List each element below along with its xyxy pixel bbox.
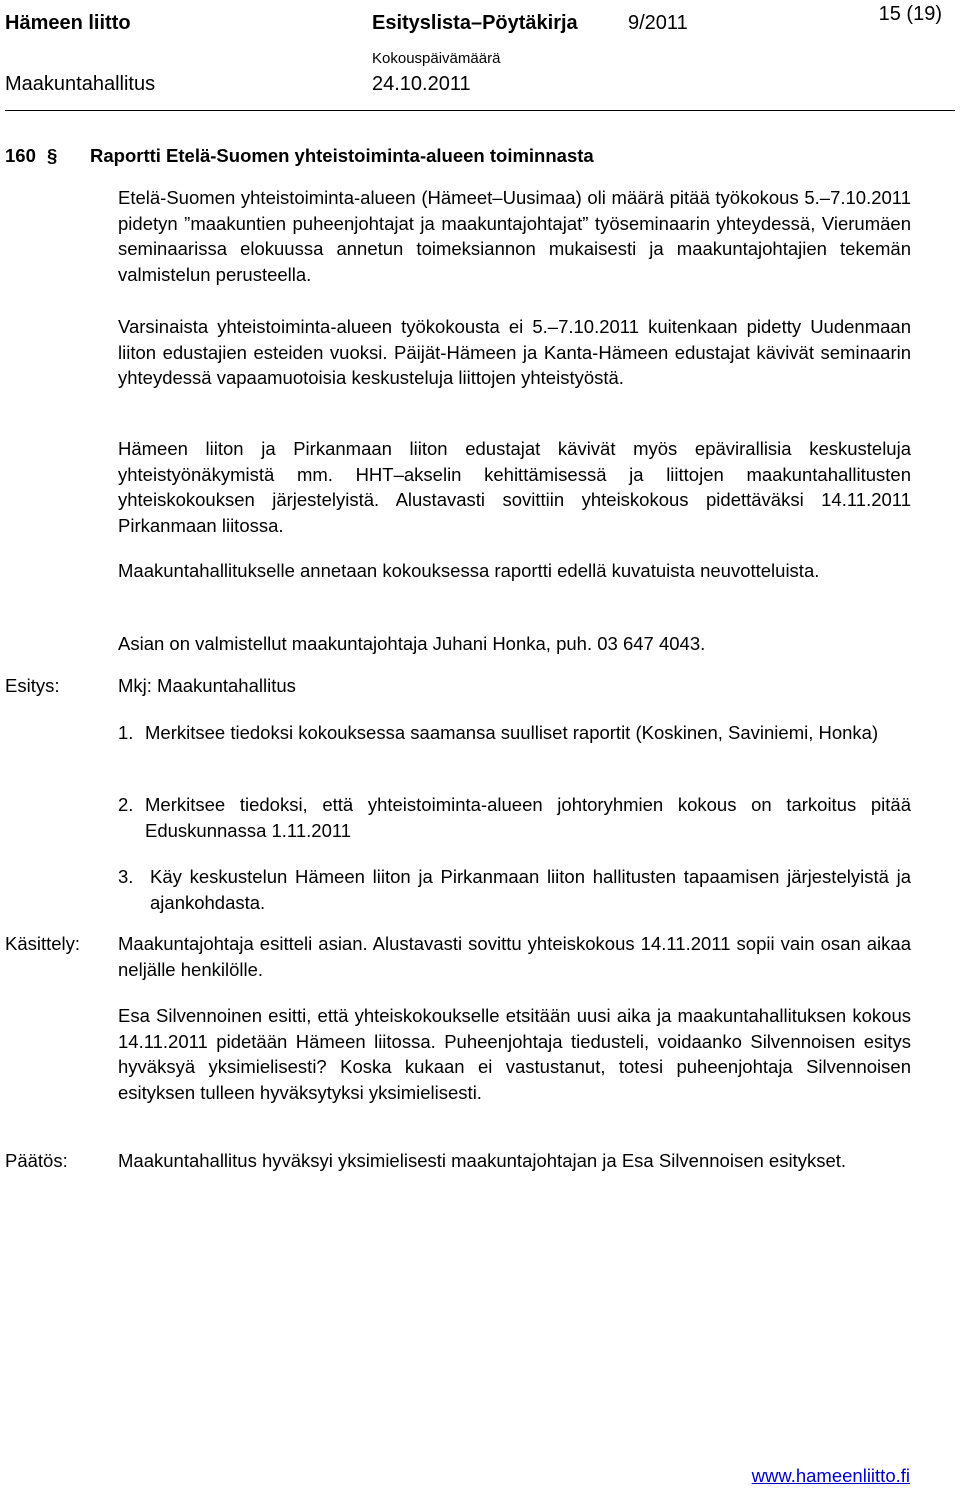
paragraph-2: Varsinaista yhteistoiminta-alueen työkokousta ei 5.–7.10.2011 kuitenkaan pidetty Uudenmaan liiton edustajien esteiden vuoksi. Päijät-Hämeen ja Kanta-Hämeen edustajat kävivät seminaarin yhteydessä vapaamuotoisia keskusteluja liittojen yhteistyöstä. <box>118 316 911 388</box>
esitys-lead: Mkj: Maakuntahallitus <box>118 675 296 696</box>
section-title: Raportti Etelä-Suomen yhteistoiminta-alueen toiminnasta <box>90 145 594 166</box>
kasittely-paragraph-2: Esa Silvennoinen esitti, että yhteiskokoukselle etsitään uusi aika ja maakuntahallituksen kokous 14.11.2011 pidetään Hämeen liitossa. Puheenjohtaja tiedusteli, voidaanko Silvennoisen esitys hyväksyä yksimielisesti? Koska kukaan ei vastustanut, totesi puheenjohtaja Silvennoisen esityksen tulleen hyväksytyksi yksimielisesti. <box>118 1005 911 1103</box>
paatos-text: Maakuntahallitus hyväksyi yksimielisesti maakuntajohtajan ja Esa Silvennoisen esitykset. <box>118 1150 847 1171</box>
paragraph-5: Asian on valmistellut maakuntajohtaja Juhani Honka, puh. 03 647 4043. <box>118 633 706 654</box>
paragraph-4: Maakuntahallitukselle annetaan kokouksessa raportti edellä kuvatuista neuvotteluista. <box>118 560 820 581</box>
esitys-item-2-text: Merkitsee tiedoksi, että yhteistoiminta-alueen johtoryhmien kokous on tarkoitus pitää Eduskunnassa 1.11.2011 <box>145 794 911 841</box>
esitys-item-3-number: 3. <box>118 866 134 887</box>
page-number: 15 (19) <box>878 3 942 25</box>
esitys-label: Esitys: <box>5 675 60 696</box>
esitys-item-1-text: Merkitsee tiedoksi kokouksessa saamansa suulliset raportit (Koskinen, Saviniemi, Honka) <box>145 722 879 743</box>
paragraph-3: Hämeen liiton ja Pirkanmaan liiton edustajat kävivät myös epävirallisia keskusteluja yhteistyönäkymistä mm. HHT–akselin kehittämisessä ja liittojen maakuntahallitusten yhteiskokouksen järjestelyistä. Alustavasti sovittiin yhteiskokous pidettäväksi 14.11.2011 Pirkanmaan liitossa. <box>118 438 911 536</box>
paragraph-1: Etelä-Suomen yhteistoiminta-alueen (Hämeet–Uusimaa) oli määrä pitää työkokous 5.–7.10.2011 pidetyn ”maakuntien puheenjohtajat ja maakuntajohtajat” työseminaarin yhteydessä, Vierumäen seminaarissa elokuussa annetun toimeksiannon mukaisesti ja maakuntajohtajien tekemän valmistelun perusteella. <box>118 187 911 285</box>
esitys-item-1-number: 1. <box>118 722 134 743</box>
paatos-label: Päätös: <box>5 1150 68 1171</box>
meeting-body: Maakuntahallitus <box>5 73 156 95</box>
section-symbol: § <box>47 145 58 166</box>
date-label: Kokouspäivämäärä <box>372 50 501 67</box>
kasittely-label: Käsittely: <box>5 933 81 954</box>
header-divider <box>5 110 955 111</box>
org-name: Hämeen liitto <box>5 12 131 34</box>
doc-type: Esityslista–Pöytäkirja <box>372 12 578 34</box>
doc-number: 9/2011 <box>628 12 688 34</box>
esitys-item-2-number: 2. <box>118 794 134 815</box>
section-number: 160 <box>5 145 36 166</box>
meeting-date: 24.10.2011 <box>372 73 471 95</box>
footer-website-link[interactable]: www.hameenliitto.fi <box>751 1465 910 1486</box>
esitys-item-3-text: Käy keskustelun Hämeen liiton ja Pirkanmaan liiton hallitusten tapaamisen järjestelyistä ja ajankohdasta. <box>150 866 911 913</box>
kasittely-paragraph-1: Maakuntajohtaja esitteli asian. Alustavasti sovittu yhteiskokous 14.11.2011 sopii vain osan aikaa neljälle henkilölle. <box>118 933 911 980</box>
